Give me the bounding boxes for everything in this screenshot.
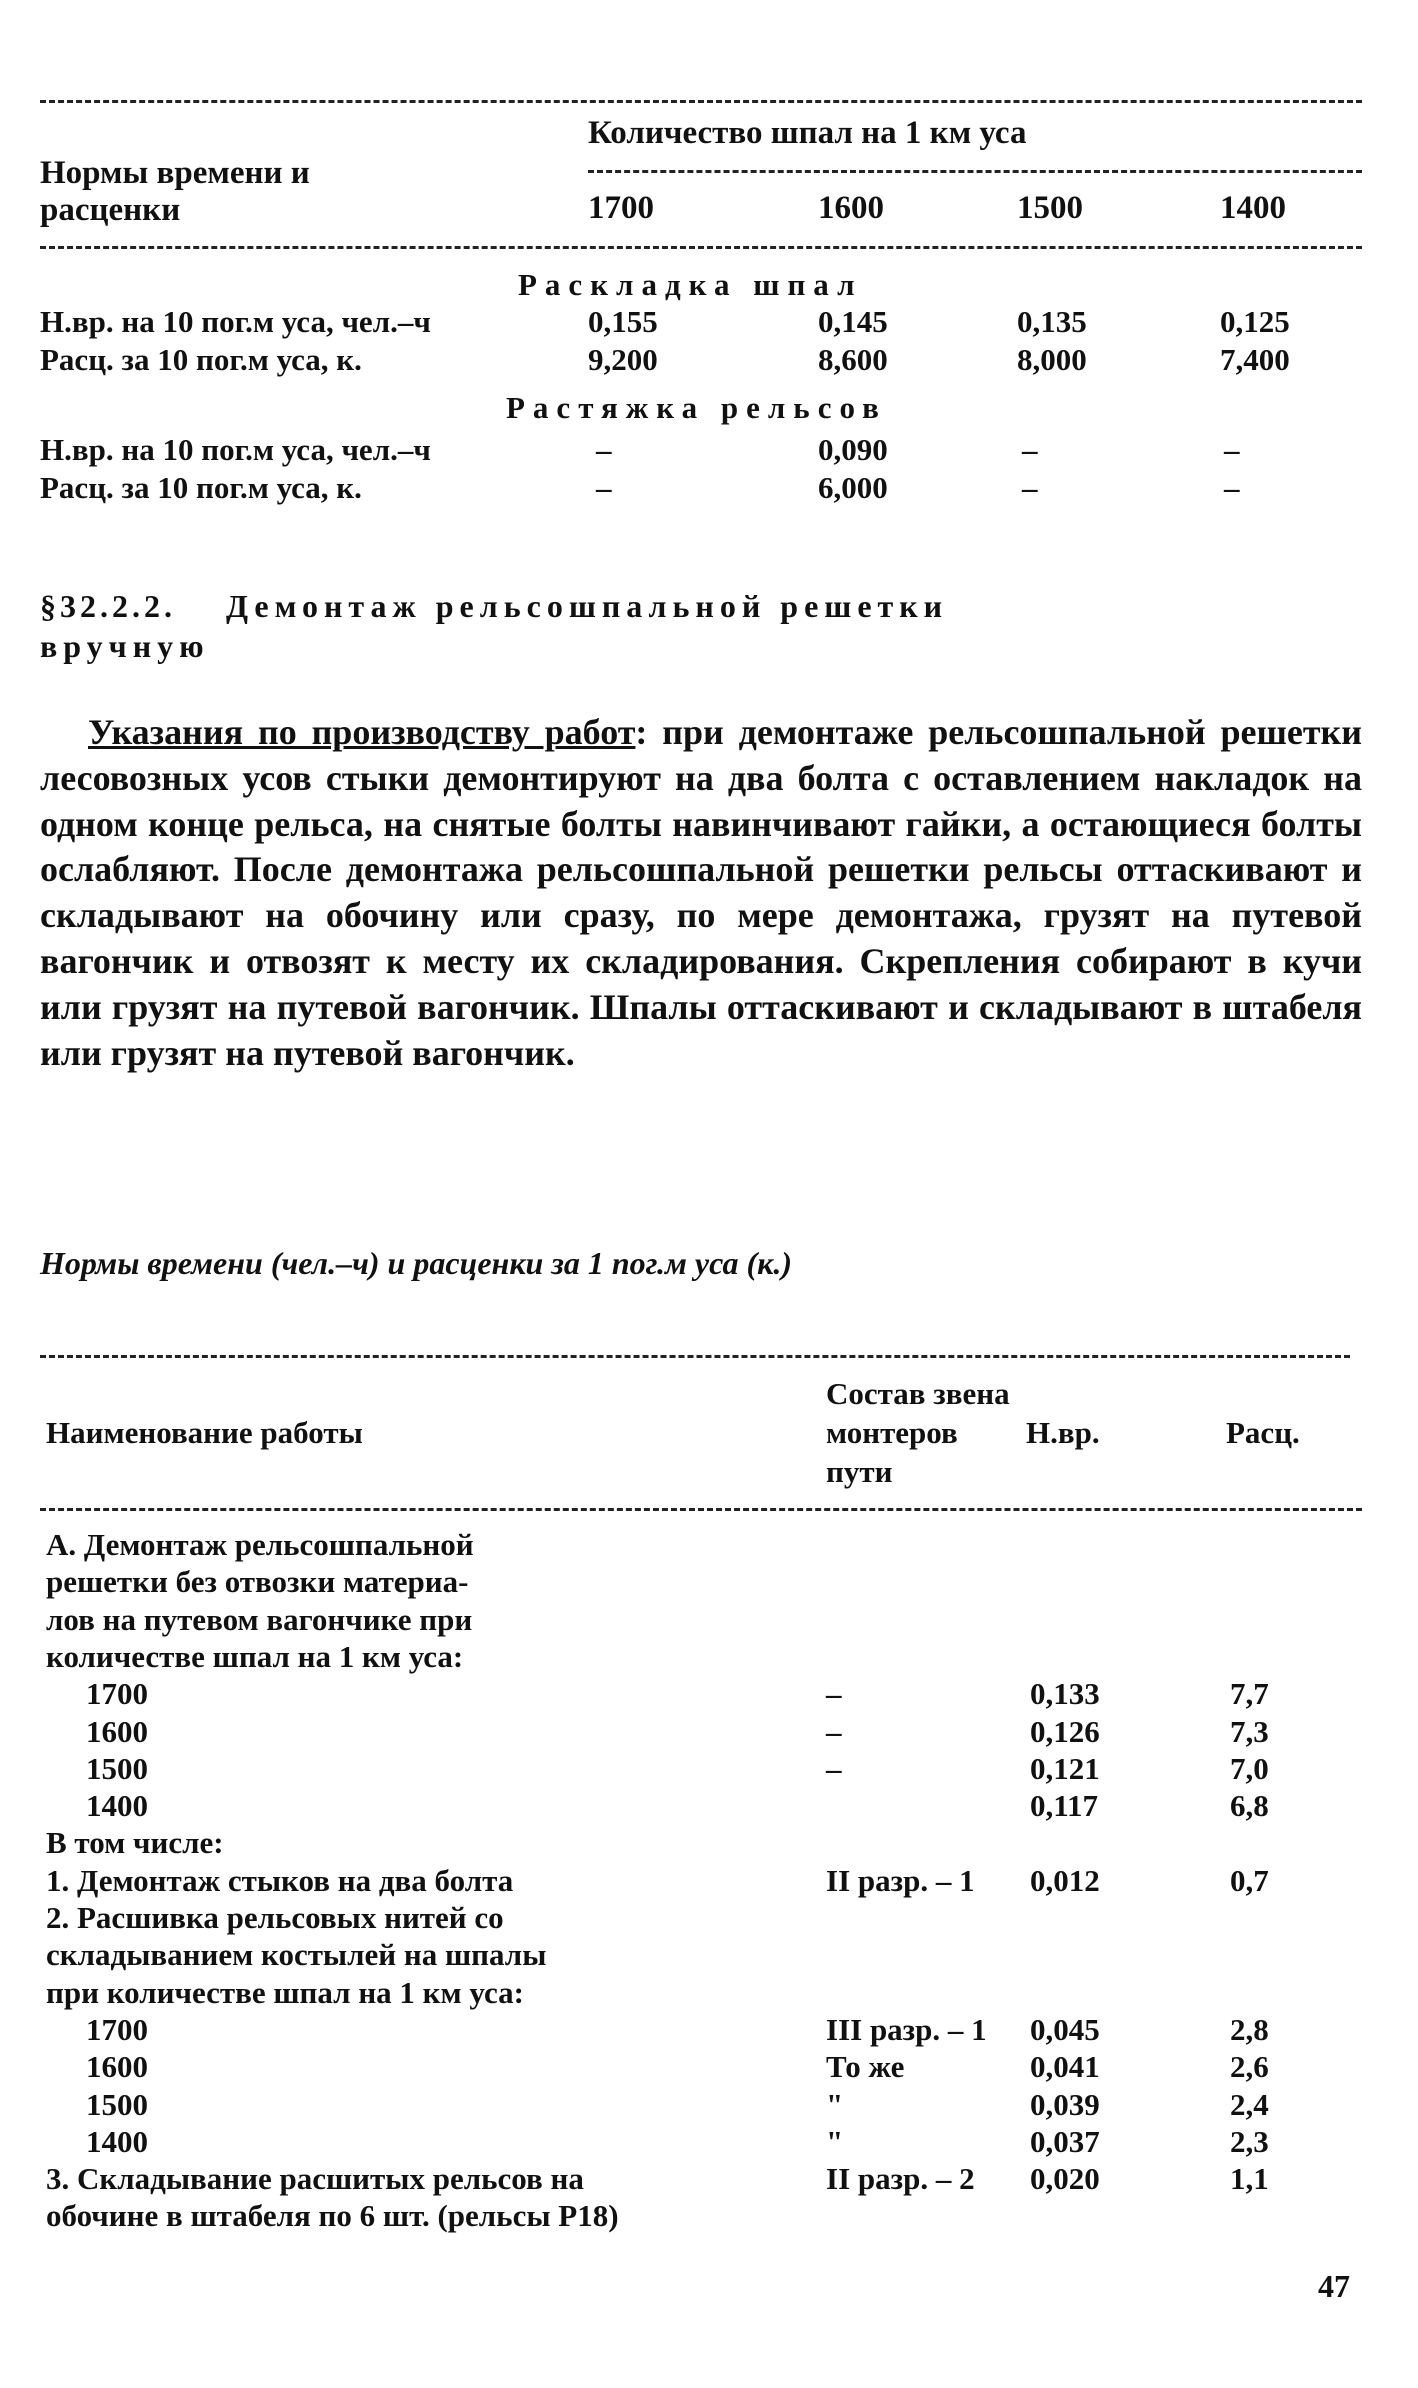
work-name-cell: А. Демонтаж рельсошпальной (46, 1527, 474, 1562)
work-name-cell: 1600 (86, 2049, 148, 2084)
row-label: Расц. за 10 пог.м уса, к. (40, 470, 362, 505)
section-number: §32.2.2. (40, 588, 176, 624)
table2-header-crew-3: пути (826, 1454, 893, 1489)
crew-cell: " (826, 2124, 844, 2159)
rate-cell: 7,7 (1230, 1676, 1269, 1711)
table1-col-1700: 1700 (588, 190, 654, 226)
work-name-cell: 2. Расшивка рельсовых нитей со (46, 1900, 504, 1935)
work-name-cell: 1400 (86, 1788, 148, 1823)
norm-cell: 0,039 (1030, 2087, 1100, 2122)
cell-value: 0,125 (1220, 304, 1290, 339)
table1-group-header: Количество шпал на 1 км уса (588, 115, 1027, 151)
work-name-cell: складыванием костылей на шпалы (46, 1937, 547, 1972)
table1-top-rule (40, 100, 1362, 103)
rate-cell: 2,8 (1230, 2012, 1269, 2047)
section-title-cont: вручную (40, 628, 210, 664)
norm-cell: 0,126 (1030, 1714, 1100, 1749)
cell-value: 0,155 (588, 304, 658, 339)
norm-cell: 0,037 (1030, 2124, 1100, 2159)
instructions-text: : при демонтаже рельсошпальной решетки лесовозных усов стыки демонтируют на два болта с оставлением накладок на одном конце рельса, на снятые болты навинчивают гайки, а остающиеся болты ослабляют. После демонтажа рельсошпальной решетки рельсы оттаскивают и складывают на обочину или сразу, по мере демонтажа, грузят на путевой вагончик и отвозят к месту их складирования. Скрепления собирают в кучи или грузят на путевой вагончик. Шпалы оттаскивают и складывают в штабеля или грузят на путевой вагончик. (40, 712, 1362, 1073)
work-name-cell: 1600 (86, 1714, 148, 1749)
rate-cell: 6,8 (1230, 1788, 1269, 1823)
crew-cell: II разр. – 2 (826, 2161, 975, 2196)
work-name-cell: 1500 (86, 1751, 148, 1786)
rate-cell: 2,3 (1230, 2124, 1269, 2159)
crew-cell: – (826, 1676, 842, 1711)
cell-value: 0,090 (818, 432, 888, 467)
crew-cell: " (826, 2087, 844, 2122)
cell-value: 0,135 (1017, 304, 1087, 339)
table2-header-norm: Н.вр. (1026, 1415, 1100, 1450)
row-label: Н.вр. на 10 пог.м уса, чел.–ч (40, 304, 431, 339)
cell-value: – (1224, 470, 1240, 505)
section-title-sleepers: Раскладка шпал (518, 267, 863, 302)
work-name-cell: лов на путевом вагончике при (46, 1602, 473, 1637)
cell-value: – (1022, 432, 1038, 467)
norm-cell: 0,041 (1030, 2049, 1100, 2084)
cell-value: 6,000 (818, 470, 888, 505)
crew-cell: III разр. – 1 (826, 2012, 987, 2047)
cell-value: – (596, 470, 612, 505)
norm-cell: 0,012 (1030, 1863, 1100, 1898)
cell-value: 0,145 (818, 304, 888, 339)
cell-value: 9,200 (588, 342, 658, 377)
crew-cell: – (826, 1751, 842, 1786)
table1-group-rule (588, 170, 1362, 173)
instructions-paragraph (40, 710, 1362, 1076)
page-number: 47 (1318, 2268, 1350, 2304)
table2-header-crew-1: Состав звена (826, 1376, 1010, 1411)
table1-col-1600: 1600 (818, 190, 884, 226)
norm-cell: 0,020 (1030, 2161, 1100, 2196)
table2-caption: Нормы времени (чел.–ч) и расценки за 1 пог.м уса (к.) (40, 1245, 793, 1281)
table1-col-1500: 1500 (1017, 190, 1083, 226)
table2-top-rule (40, 1355, 1350, 1358)
cell-value: 8,000 (1017, 342, 1087, 377)
table1-header-rule (40, 246, 1362, 249)
cell-value: 8,600 (818, 342, 888, 377)
section-title-rails: Растяжка рельсов (506, 390, 887, 425)
rate-cell: 0,7 (1230, 1863, 1269, 1898)
norm-cell: 0,133 (1030, 1676, 1100, 1711)
rate-cell: 1,1 (1230, 2161, 1269, 2196)
norm-cell: 0,121 (1030, 1751, 1100, 1786)
work-name-cell: решетки без отвозки материа- (46, 1564, 469, 1599)
norm-cell: 0,045 (1030, 2012, 1100, 2047)
rate-cell: 2,6 (1230, 2049, 1269, 2084)
crew-cell: – (826, 1714, 842, 1749)
work-name-cell: 1500 (86, 2087, 148, 2122)
table2-header-crew-2: монтеров (826, 1415, 958, 1450)
row-label: Н.вр. на 10 пог.м уса, чел.–ч (40, 432, 431, 467)
table1-header-left-line2: расценки (40, 192, 181, 228)
cell-value: 7,400 (1220, 342, 1290, 377)
cell-value: – (1224, 432, 1240, 467)
table1-header-left-line1: Нормы времени и (40, 155, 310, 191)
instructions-lead: Указания по производству работ (88, 712, 636, 752)
table2-header-rule (40, 1508, 1362, 1511)
rate-cell: 7,3 (1230, 1714, 1269, 1749)
work-name-cell: обочине в штабеля по 6 шт. (рельсы Р18) (46, 2198, 619, 2233)
table2-header-rate: Расц. (1226, 1415, 1300, 1450)
row-label: Расц. за 10 пог.м уса, к. (40, 342, 362, 377)
rate-cell: 7,0 (1230, 1751, 1269, 1786)
cell-value: – (1022, 470, 1038, 505)
rate-cell: 2,4 (1230, 2087, 1269, 2122)
section-title: Демонтаж рельсошпальной решетки (226, 588, 949, 624)
work-name-cell: 1400 (86, 2124, 148, 2159)
work-name-cell: В том числе: (46, 1825, 224, 1860)
work-name-cell: 3. Складывание расшитых рельсов на (46, 2161, 584, 2196)
work-name-cell: 1. Демонтаж стыков на два болта (46, 1863, 514, 1898)
crew-cell: II разр. – 1 (826, 1863, 975, 1898)
work-name-cell: 1700 (86, 1676, 148, 1711)
table2-header-name: Наименование работы (46, 1415, 363, 1450)
work-name-cell: количестве шпал на 1 км уса: (46, 1639, 464, 1674)
table1-col-1400: 1400 (1220, 190, 1286, 226)
work-name-cell: при количестве шпал на 1 км уса: (46, 1975, 524, 2010)
work-name-cell: 1700 (86, 2012, 148, 2047)
norm-cell: 0,117 (1030, 1788, 1099, 1823)
cell-value: – (596, 432, 612, 467)
crew-cell: То же (826, 2049, 905, 2084)
